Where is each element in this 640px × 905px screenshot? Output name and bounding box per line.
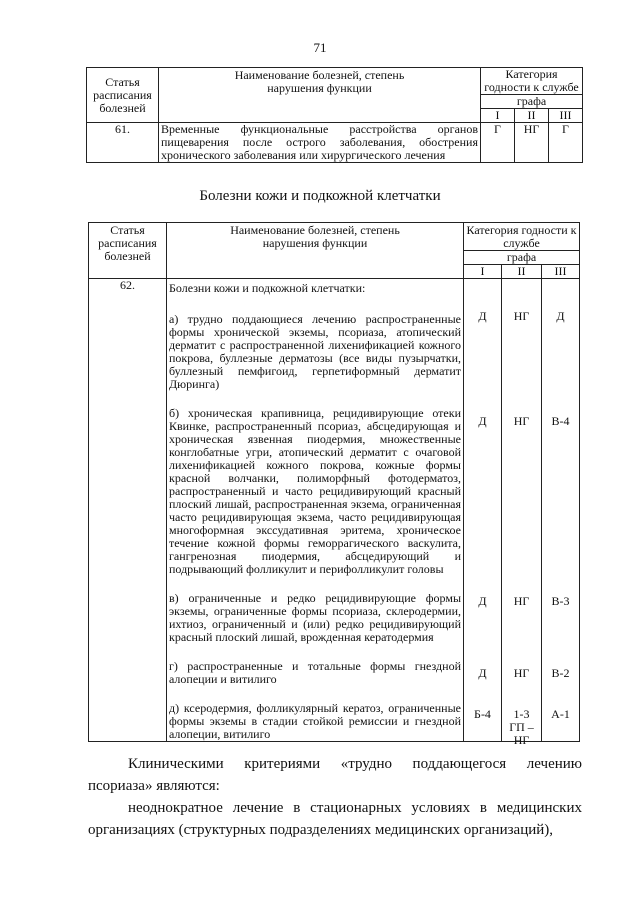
grades-col-1 bbox=[464, 279, 502, 742]
page-number: 71 bbox=[313, 40, 327, 55]
header-col-2: II bbox=[515, 109, 549, 123]
grades-col-2 bbox=[502, 279, 542, 747]
table-article-61 bbox=[86, 67, 583, 163]
item-a-text: а) трудно поддающиеся лечению распространенные формы хронической экземы, псориаза, атопический дерматит с распространенной лихенификацией кожного покрова, буллезные дерматозы (все виды пузырчатки, буллезный пемфигоид, герпетиформный дерматит Дюринга) bbox=[169, 312, 461, 391]
header-article-cell bbox=[87, 68, 159, 123]
grade-col-1: Г bbox=[481, 123, 515, 163]
header-col-3: III bbox=[549, 109, 583, 123]
grade-d-2 bbox=[504, 708, 539, 747]
grade-d-1: Б-4 bbox=[474, 707, 491, 721]
item-v-text: в) ограниченные и редко рецидивирующие формы экземы, ограниченные формы псориаза, склеродермии, ихтиоз, ограниченный и (или) редко рецидивирующий красный плоский лишай, врожденная кератодермия bbox=[169, 591, 461, 644]
header-article-label: Статья расписания болезней bbox=[93, 74, 152, 115]
header-name-label: Наименование болезней, степень нарушения функции bbox=[230, 223, 400, 250]
grade-v-2: НГ bbox=[513, 594, 530, 608]
grade-b-1: Д bbox=[478, 414, 487, 428]
header-grafa: графа bbox=[481, 95, 583, 109]
grade-a-3: Д bbox=[556, 309, 565, 323]
header-name-cell bbox=[159, 68, 481, 123]
disease-group-title: Болезни кожи и подкожной клетчатки: bbox=[169, 281, 366, 295]
section-title: Болезни кожи и подкожной клетчатки bbox=[199, 188, 441, 204]
header-article-label: Статья расписания болезней bbox=[98, 223, 157, 263]
header-col-3: III bbox=[542, 265, 580, 279]
header-article-cell bbox=[89, 223, 167, 279]
item-b-text: б) хроническая крапивница, рецидивирующие отеки Квинке, распространенный псориаз, абсцедирующая и хроническая язвенная пиодермия, множественные конглобатные угри, атопический дерматит с очаговой лихенификацией кожного покрова, кожные формы красной волчанки, полиморфный фотодерматоз, распространенный и часто рецидивирующий красный плоский лишай, распространенная экзема, ограниченная часто рецидивирующая экзема, часто рецидивирующая многоформная экссудативная эритема, хроническое течение кожной формы геморрагического васкулита, гангренозная пиодермия, абсцедирующий и подрывающий фолликулит и перифолликулит головы bbox=[169, 406, 461, 576]
grade-g-1: Д bbox=[478, 666, 487, 680]
header-col-1: I bbox=[464, 265, 502, 279]
header-col-2: II bbox=[502, 265, 542, 279]
disease-list bbox=[167, 279, 464, 742]
grade-b-2: НГ bbox=[513, 414, 530, 428]
grade-a-1: Д bbox=[478, 309, 487, 323]
header-name-label: Наименование болезней, степень нарушения функции bbox=[234, 68, 405, 95]
paragraph-criteria-1: неоднократное лечение в стационарных условиях в медицинских организациях (структурных подразделениях медицинских организаций), bbox=[88, 800, 582, 838]
disease-description: Временные функциональные расстройства органов пищеварения после острого заболевания, обострения хронического заболевания или хирургического лечения bbox=[159, 123, 481, 163]
grades-col-3 bbox=[542, 279, 580, 742]
grade-g-3: В-2 bbox=[551, 666, 570, 680]
article-number: 62. bbox=[89, 279, 167, 742]
grade-col-3: Г bbox=[549, 123, 583, 163]
grade-v-1: Д bbox=[478, 594, 487, 608]
grade-g-2: НГ bbox=[513, 666, 530, 680]
header-grafa: графа bbox=[464, 251, 580, 265]
header-category-label: Категория годности к службе bbox=[484, 67, 579, 94]
header-name-cell bbox=[167, 223, 464, 279]
paragraph-criteria-intro: Клиническими критериями «трудно поддающегося лечению псориаза» являются: bbox=[88, 756, 582, 794]
grade-v-3: В-3 bbox=[551, 594, 570, 608]
article-number: 61. bbox=[87, 123, 159, 163]
header-category-label: Категория годности к службе bbox=[466, 223, 577, 250]
header-category-cell bbox=[464, 223, 580, 251]
table-article-62 bbox=[88, 222, 580, 747]
grade-a-2: НГ bbox=[513, 309, 530, 323]
grade-col-2: НГ bbox=[515, 123, 549, 163]
grade-d-3: А-1 bbox=[551, 707, 570, 721]
item-d-text: д) ксеродермия, фолликулярный кератоз, ограниченные формы экземы в стадии стойкой ремиссии и гнездной алопеции, витилиго bbox=[169, 701, 461, 741]
grade-d-2-line2: ГП – bbox=[509, 720, 534, 734]
header-col-1: I bbox=[481, 109, 515, 123]
header-category-cell bbox=[481, 68, 583, 95]
grade-b-3: В-4 bbox=[551, 414, 570, 428]
item-g-text: г) распространенные и тотальные формы гнездной алопеции и витилиго bbox=[169, 659, 461, 686]
grade-d-2-line1: 1-3 bbox=[513, 707, 530, 721]
grade-d-2-line3: НГ bbox=[513, 733, 530, 747]
